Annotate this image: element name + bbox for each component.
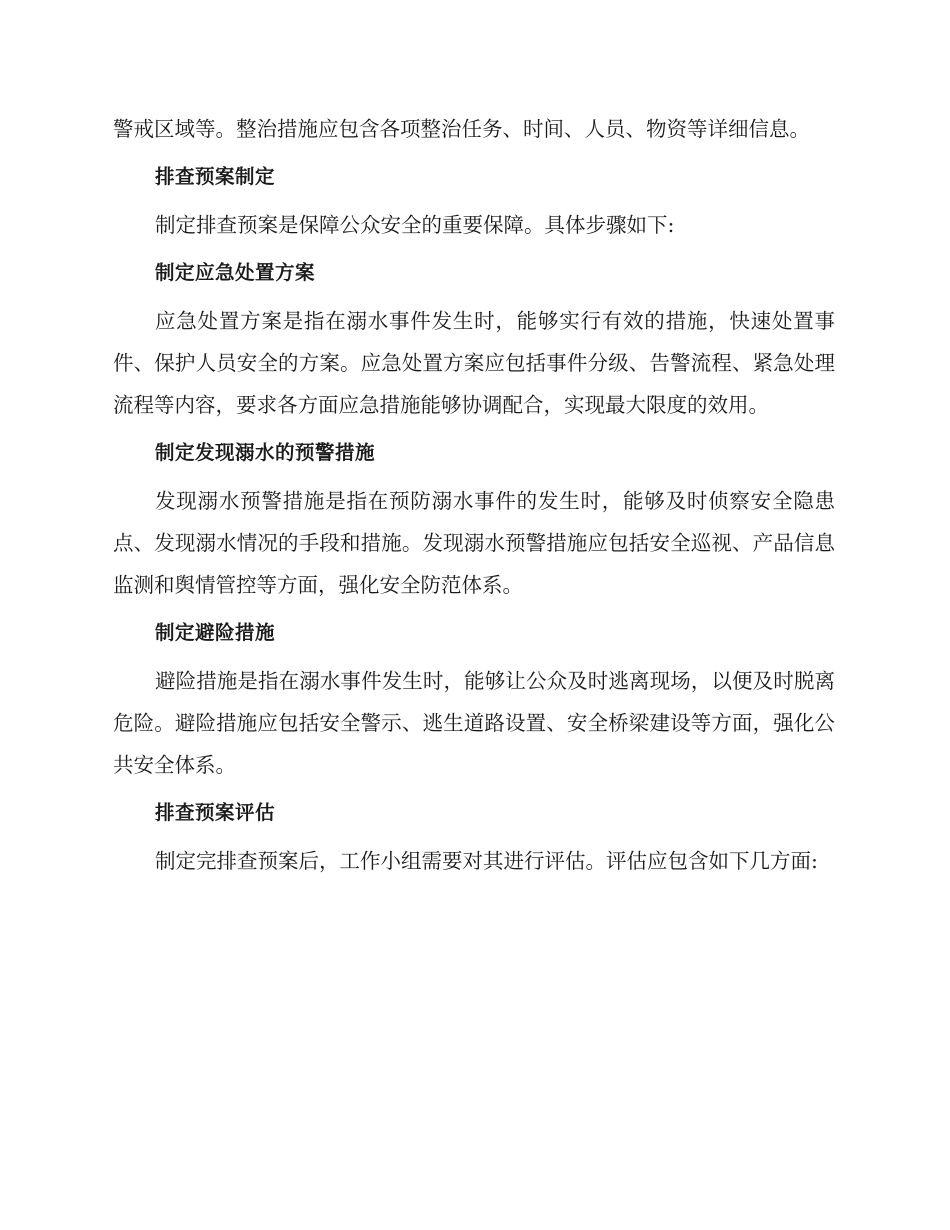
paragraph-plan-intro: 制定排查预案是保障公众安全的重要保障。具体步骤如下:	[155, 213, 675, 237]
paragraph-early-warning: 发现溺水预警措施是指在预防溺水事件的发生时，能够及时侦察安全隐患点、发现溺水情况的手段和措施。发现溺水预警措施应包括安全巡视、产品信息监测和舆情管控等方面，强化安全防范体系。	[113, 489, 835, 597]
heading-early-warning: 制定发现溺水的预警措施	[155, 441, 376, 464]
paragraph-plan-evaluation: 制定完排查预案后，工作小组需要对其进行评估。评估应包含如下几方面:	[155, 849, 818, 873]
document-body	[113, 108, 835, 882]
paragraph-warning-area: 警戒区域等。整治措施应包含各项整治任务、时间、人员、物资等详细信息。	[113, 117, 810, 141]
heading-risk-avoidance: 制定避险措施	[155, 621, 276, 644]
paragraph-risk-avoidance: 避险措施是指在溺水事件发生时，能够让公众及时逃离现场，以便及时脱离危险。避险措施应包括安全警示、逃生道路设置、安全桥梁建设等方面，强化公共安全体系。	[113, 669, 835, 777]
paragraph-emergency-plan: 应急处置方案是指在溺水事件发生时，能够实行有效的措施，快速处置事件、保护人员安全的方案。应急处置方案应包括事件分级、告警流程、紧急处理流程等内容，要求各方面应急措施能够协调配合，实现最大限度的效用。	[113, 309, 835, 417]
heading-plan-evaluation: 排查预案评估	[155, 801, 276, 824]
heading-plan-formulation: 排查预案制定	[155, 165, 276, 188]
heading-emergency-plan: 制定应急处置方案	[155, 261, 316, 284]
